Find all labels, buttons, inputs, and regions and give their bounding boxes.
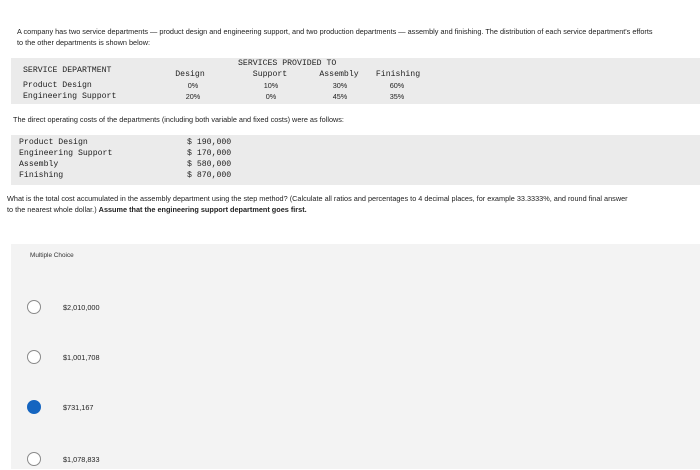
cost-value-product-design: $ 190,000 [187, 138, 232, 147]
column-header-design: Design [175, 70, 205, 79]
cost-intro-text: The direct operating costs of the departments (including both variable and fixed costs) were as follows: [13, 115, 344, 124]
choice-option-4[interactable] [27, 452, 227, 470]
choice-option-1[interactable] [27, 300, 227, 318]
question-emphasis: Assume that the engineering support department goes first. [98, 205, 307, 214]
service-department-header: SERVICE DEPARTMENT [23, 66, 112, 75]
question-text [7, 193, 700, 215]
cost-value-assembly: $ 580,000 [187, 160, 232, 169]
services-provided-header: SERVICES PROVIDED TO [238, 59, 337, 68]
question-line-1: What is the total cost accumulated in the assembly department using the step method? (Calculate all ratios and percentages to 4 decimal places, for example 33.3333%, and round final answer [7, 194, 628, 203]
cell-support-design: 20% [185, 92, 201, 101]
cell-design-assembly: 30% [332, 81, 348, 90]
cost-value-engineering-support: $ 170,000 [187, 149, 232, 158]
cost-table [11, 135, 700, 185]
column-header-support: Support [252, 70, 288, 79]
cell-support-assembly: 45% [332, 92, 348, 101]
radio-button[interactable] [27, 350, 41, 364]
cost-label-assembly: Assembly [19, 160, 59, 169]
choice-option-label[interactable]: $1,001,708 [63, 353, 100, 362]
choice-option-label[interactable]: $2,010,000 [63, 303, 100, 312]
row-label-product-design: Product Design [23, 81, 92, 90]
intro-line-1: A company has two service departments — product design and engineering support, and two production departments — assembly and finishing. The distribution of each service department's efforts [17, 27, 653, 36]
cost-value-finishing: $ 870,000 [187, 171, 232, 180]
cost-label-product-design: Product Design [19, 138, 88, 147]
choice-option-label[interactable]: $731,167 [63, 403, 94, 412]
multiple-choice-label: Multiple Choice [30, 252, 74, 259]
cell-design-design: 0% [187, 81, 199, 90]
radio-button-selected[interactable] [27, 400, 41, 414]
cost-label-finishing: Finishing [19, 171, 64, 180]
cell-support-finishing: 35% [389, 92, 405, 101]
choice-option-label[interactable]: $1,078,833 [63, 455, 100, 464]
cost-label-engineering-support: Engineering Support [19, 149, 113, 158]
intro-text [17, 26, 700, 48]
intro-line-2: to the other departments is shown below: [17, 38, 151, 47]
column-header-finishing: Finishing [375, 70, 421, 79]
column-header-assembly: Assembly [319, 70, 359, 79]
cell-design-finishing: 60% [389, 81, 405, 90]
choice-option-3[interactable] [27, 400, 227, 418]
cell-design-support: 10% [263, 81, 279, 90]
radio-button[interactable] [27, 452, 41, 466]
cell-support-support: 0% [265, 92, 277, 101]
choice-option-2[interactable] [27, 350, 227, 368]
question-line-2: to the nearest whole dollar.) [7, 205, 99, 214]
row-label-engineering-support: Engineering Support [23, 92, 117, 101]
radio-button[interactable] [27, 300, 41, 314]
